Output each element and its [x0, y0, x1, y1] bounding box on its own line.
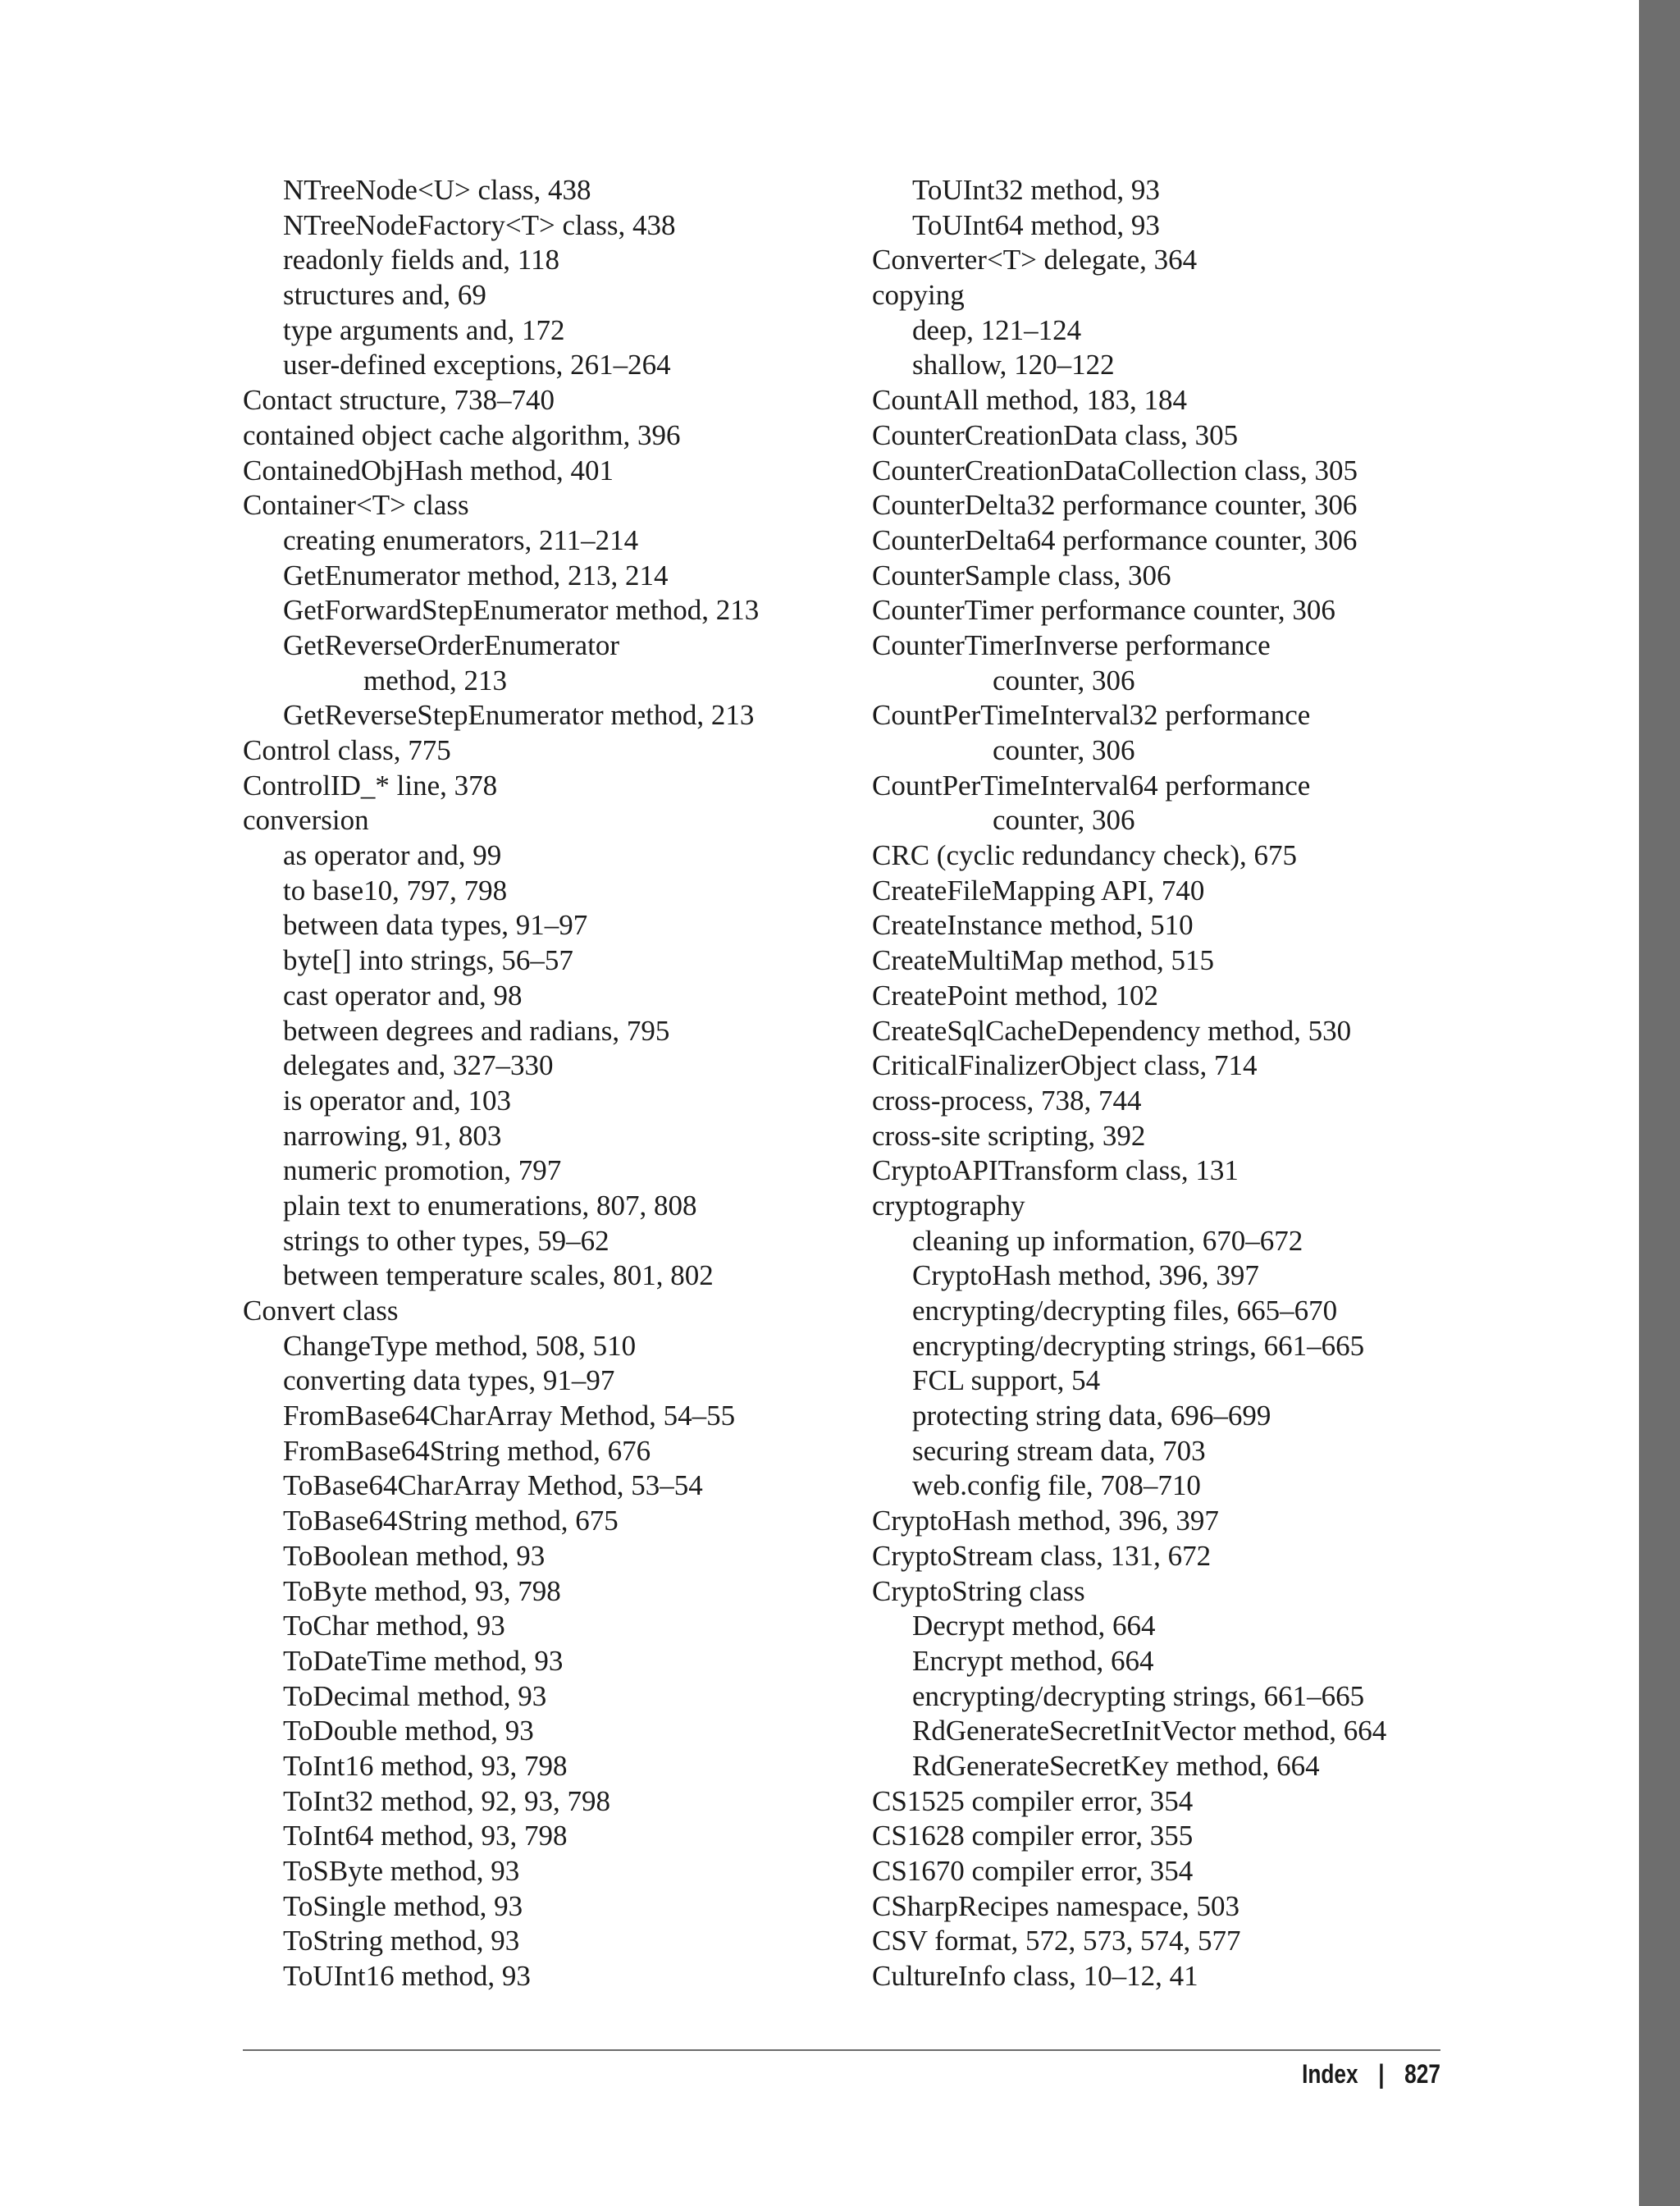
- index-entry: CS1628 compiler error, 355: [872, 1820, 1194, 1852]
- index-entry: CounterCreationData class, 305: [872, 418, 1239, 451]
- index-subentry: byte[] into strings, 56–57: [283, 944, 573, 977]
- index-column-right: [872, 173, 1463, 1994]
- index-entry: Container<T> class: [243, 489, 469, 522]
- index-entry: Convert class: [243, 1295, 399, 1327]
- index-subentry: NTreeNodeFactory<T> class, 438: [283, 208, 676, 241]
- index-subentry: user-defined exceptions, 261–264: [283, 349, 671, 381]
- index-subentry: deep, 121–124: [912, 313, 1082, 346]
- index-subentry: ToInt64 method, 93, 798: [283, 1820, 568, 1852]
- index-entry: CountPerTimeInterval64 performance: [872, 769, 1311, 802]
- index-subentry: GetForwardStepEnumerator method, 213: [283, 594, 760, 627]
- index-entry: copying: [872, 279, 965, 312]
- index-subentry: FromBase64String method, 676: [283, 1434, 651, 1467]
- index-subentry: ToSingle method, 93: [283, 1889, 523, 1922]
- index-subentry: ToDouble method, 93: [283, 1715, 534, 1747]
- index-entry: CreatePoint method, 102: [872, 979, 1158, 1012]
- index-entry: conversion: [243, 804, 369, 837]
- index-subentry: ToUInt32 method, 93: [912, 174, 1160, 206]
- index-subentry: cast operator and, 98: [283, 979, 523, 1012]
- index-entry: CS1525 compiler error, 354: [872, 1784, 1194, 1817]
- index-entry: CultureInfo class, 10–12, 41: [872, 1960, 1198, 1993]
- index-subentry: encrypting/decrypting strings, 661–665: [912, 1679, 1365, 1712]
- index-entry: CountPerTimeInterval32 performance: [872, 699, 1311, 732]
- index-subentry: shallow, 120–122: [912, 349, 1115, 381]
- index-entry: CountAll method, 183, 184: [872, 384, 1188, 417]
- page-edge-thumb-bar: [1639, 0, 1680, 2206]
- index-entry: cross-site scripting, 392: [872, 1119, 1146, 1152]
- index-entry: CounterTimerInverse performance: [872, 628, 1271, 661]
- index-subentry: web.config file, 708–710: [912, 1469, 1201, 1502]
- index-subentry: ToUInt16 method, 93: [283, 1960, 531, 1993]
- page-footer: [1302, 2053, 1440, 2094]
- index-subentry: between degrees and radians, 795: [283, 1014, 670, 1047]
- footer-rule: [243, 2049, 1440, 2051]
- index-entry: CreateSqlCacheDependency method, 530: [872, 1014, 1352, 1047]
- index-subentry: GetReverseOrderEnumerator: [283, 628, 620, 661]
- index-entry: CryptoAPITransform class, 131: [872, 1154, 1239, 1187]
- index-subentry: ToDateTime method, 93: [283, 1644, 564, 1677]
- index-entry: cross-process, 738, 744: [872, 1084, 1142, 1117]
- index-entry-continuation: counter, 306: [993, 734, 1135, 766]
- index-subentry: encrypting/decrypting files, 665–670: [912, 1295, 1338, 1327]
- index-subentry: ToBase64CharArray Method, 53–54: [283, 1469, 703, 1502]
- index-entry: Control class, 775: [243, 734, 451, 766]
- index-entry: CounterDelta64 performance counter, 306: [872, 523, 1358, 556]
- index-subentry: numeric promotion, 797: [283, 1154, 562, 1187]
- index-subentry: GetEnumerator method, 213, 214: [283, 559, 669, 591]
- index-entry: CreateMultiMap method, 515: [872, 944, 1215, 977]
- index-subentry: ToUInt64 method, 93: [912, 208, 1160, 241]
- index-subentry: ToByte method, 93, 798: [283, 1574, 561, 1607]
- index-entry: Converter<T> delegate, 364: [872, 244, 1198, 276]
- index-entry-continuation: method, 213: [363, 664, 507, 697]
- index-entry: ControlID_* line, 378: [243, 769, 498, 802]
- index-subentry: cleaning up information, 670–672: [912, 1224, 1303, 1257]
- index-subentry: Decrypt method, 664: [912, 1610, 1156, 1642]
- index-subentry: encrypting/decrypting strings, 661–665: [912, 1329, 1365, 1362]
- index-entry: CS1670 compiler error, 354: [872, 1855, 1194, 1887]
- index-subentry: as operator and, 99: [283, 839, 502, 872]
- index-entry: CreateFileMapping API, 740: [872, 874, 1205, 907]
- index-entry-continuation: counter, 306: [993, 804, 1135, 837]
- index-subentry: structures and, 69: [283, 279, 486, 312]
- index-entry: contained object cache algorithm, 396: [243, 418, 681, 451]
- index-subentry: is operator and, 103: [283, 1084, 511, 1117]
- footer-separator: |: [1378, 2059, 1385, 2089]
- index-subentry: to base10, 797, 798: [283, 874, 508, 907]
- index-subentry: delegates and, 327–330: [283, 1049, 554, 1082]
- index-entry: cryptography: [872, 1189, 1025, 1222]
- index-subentry: FromBase64CharArray Method, 54–55: [283, 1400, 736, 1432]
- index-entry: CounterTimer performance counter, 306: [872, 594, 1335, 627]
- index-subentry: ToInt16 method, 93, 798: [283, 1749, 568, 1782]
- index-subentry: ToChar method, 93: [283, 1610, 505, 1642]
- index-subentry: ToBase64String method, 675: [283, 1505, 619, 1537]
- index-subentry: CryptoHash method, 396, 397: [912, 1259, 1259, 1292]
- index-subentry: GetReverseStepEnumerator method, 213: [283, 699, 755, 732]
- index-subentry: RdGenerateSecretKey method, 664: [912, 1749, 1320, 1782]
- index-entry: CRC (cyclic redundancy check), 675: [872, 839, 1298, 872]
- page-number: 827: [1404, 2059, 1440, 2089]
- index-entry: CounterDelta32 performance counter, 306: [872, 489, 1358, 522]
- index-subentry: narrowing, 91, 803: [283, 1119, 502, 1152]
- index-subentry: ToBoolean method, 93: [283, 1539, 546, 1572]
- index-entry: CreateInstance method, 510: [872, 909, 1194, 942]
- index-entry: ContainedObjHash method, 401: [243, 454, 614, 486]
- index-entry: CryptoHash method, 396, 397: [872, 1505, 1219, 1537]
- index-subentry: FCL support, 54: [912, 1364, 1101, 1397]
- index-entry: CSharpRecipes namespace, 503: [872, 1889, 1240, 1922]
- index-subentry: protecting string data, 696–699: [912, 1400, 1271, 1432]
- index-subentry: RdGenerateSecretInitVector method, 664: [912, 1715, 1387, 1747]
- index-subentry: ToDecimal method, 93: [283, 1679, 547, 1712]
- index-subentry: NTreeNode<U> class, 438: [283, 174, 591, 206]
- index-entry-continuation: counter, 306: [993, 664, 1135, 697]
- index-subentry: securing stream data, 703: [912, 1434, 1206, 1467]
- index-subentry: creating enumerators, 211–214: [283, 523, 639, 556]
- index-subentry: ToInt32 method, 92, 93, 798: [283, 1784, 611, 1817]
- index-entry: CounterCreationDataCollection class, 305: [872, 454, 1358, 486]
- index-subentry: between data types, 91–97: [283, 909, 588, 942]
- index-subentry: Encrypt method, 664: [912, 1644, 1154, 1677]
- index-subentry: type arguments and, 172: [283, 313, 565, 346]
- index-subentry: between temperature scales, 801, 802: [283, 1259, 714, 1292]
- index-subentry: plain text to enumerations, 807, 808: [283, 1189, 697, 1222]
- footer-section-label: Index: [1302, 2059, 1358, 2089]
- index-entry: CSV format, 572, 573, 574, 577: [872, 1925, 1241, 1957]
- index-entry: CryptoStream class, 131, 672: [872, 1539, 1212, 1572]
- index-entry: CryptoString class: [872, 1574, 1085, 1607]
- index-subentry: ToString method, 93: [283, 1925, 520, 1957]
- index-entry: Contact structure, 738–740: [243, 384, 555, 417]
- index-subentry: converting data types, 91–97: [283, 1364, 615, 1397]
- index-column-left: [243, 173, 833, 1994]
- index-entry: CriticalFinalizerObject class, 714: [872, 1049, 1258, 1082]
- index-subentry: readonly fields and, 118: [283, 244, 559, 276]
- index-subentry: strings to other types, 59–62: [283, 1224, 609, 1257]
- index-subentry: ToSByte method, 93: [283, 1855, 520, 1887]
- index-subentry: ChangeType method, 508, 510: [283, 1329, 637, 1362]
- index-entry: CounterSample class, 306: [872, 559, 1171, 591]
